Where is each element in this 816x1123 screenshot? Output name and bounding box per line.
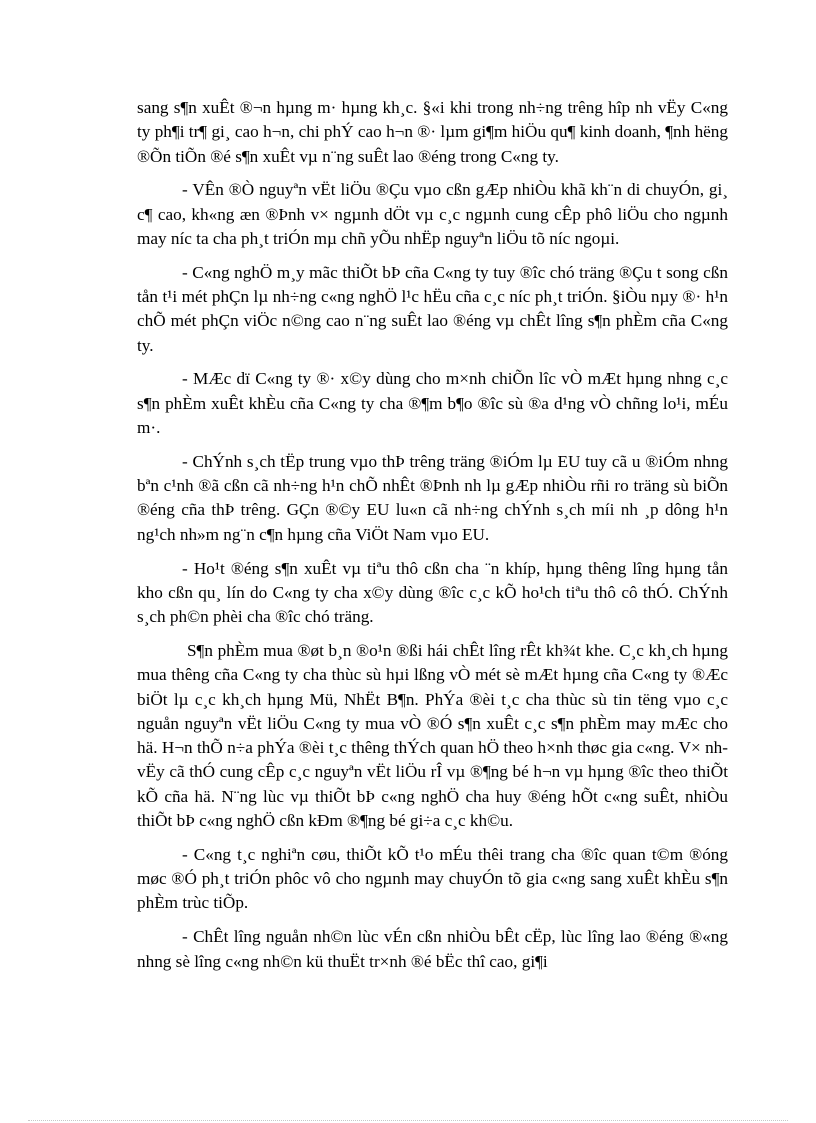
paragraph-raw-materials: - VÊn ®Ò nguyªn vËt liÖu ®Çu vµo cßn gÆp nhiÒu khã kh¨n di chuyÓn, gi¸ c¶ cao, kh«ng æn ®Þnh v× ngµnh dÖt vµ c¸c ngµnh cung cÊp phô liÖu cho ngµnh may níc ta cha ph¸t triÓn mµ chñ yÕu nhËp nguyªn liÖu tõ níc ngoµi.	[137, 180, 728, 248]
page-bottom-divider	[28, 1120, 788, 1121]
paragraph-fashion-design: - C«ng t¸c nghiªn cøu, thiÕt kÕ t¹o mÉu thêi trang cha ®îc quan t©m ®óng møc ®Ó ph¸t triÓn phôc vô cho ngµnh may chuyÓn tõ gia c«ng sang xuÊt khÈu s¶n phÈm trùc tiÕp.	[137, 844, 728, 913]
paragraph-human-resources: - ChÊt lîng nguån nh©n lùc vÉn cßn nhiÒu bÊt cËp, lùc lîng lao ®éng ®«ng nhng sè lîng c«ng nh©n kü thuËt tr×nh ®é bËc thî cao, gi¶i	[137, 927, 728, 971]
paragraph-product-strategy: - MÆc dï C«ng ty ®· x©y dùng cho m×nh chiÕn lîc vÒ mÆt hµng nhng c¸c s¶n phÈm xuÊt khÈu cña C«ng ty cha ®¶m b¶o ®îc sù ®a d¹ng vÒ chñng lo¹i, mÉu m·.	[137, 369, 728, 438]
paragraph-technology: - C«ng nghÖ m¸y mãc thiÕt bÞ cña C«ng ty tuy ®îc chó träng ®Çu t song cßn tån t¹i mét phÇn lµ nh÷ng c«ng nghÖ l¹c hËu cña c¸c níc ph¸t triÓn. §iÒu nµy ®· h¹n chÕ mét phÇn viÖc n©ng cao n¨ng suÊt lao ®éng vµ chÊt lîng s¶n phÈm cña C«ng ty.	[137, 262, 728, 355]
paragraph-continuation: sang s¶n xuÊt ®¬n hµng m· hµng kh¸c. §«i khi trong nh÷ng trêng hîp nh vËy C«ng ty ph¶i tr¶ gi¸ cao h¬n, chi phÝ cao h¬n ®· lµm gi¶m hiÖu qu¶ kinh doanh, ¶nh hëng ®Õn tiÕn ®é s¶n xuÊt vµ n¨ng suÊt lao ®éng trong C«ng ty.	[137, 98, 728, 166]
paragraph-eu-market: - ChÝnh s¸ch tËp trung vµo thÞ trêng träng ®iÓm lµ EU tuy cã u ®iÓm nhng bªn c¹nh ®ã cßn cã nh÷ng h¹n chÕ nhÊt ®Þnh nh lµ gÆp nhiÒu rñi ro träng sù biÕn ®éng cña thÞ trêng. GÇn ®©y EU lu«n cã nh÷ng chÝnh s¸ch míi nh ¸p dông h¹n ng¹ch nh»m ng¨n c¶n hµng cña ViÖt Nam vµo EU.	[137, 451, 728, 544]
document-body	[137, 96, 728, 983]
paragraph-product-quality: S¶n phÈm mua ®øt b¸n ®o¹n ®ßi hái chÊt lîng rÊt kh¾t khe. C¸c kh¸ch hµng mua thêng cña C«ng ty cha thùc sù hµi lßng vÒ mét sè mÆt hµng cña C«ng ty ®Æc biÖt lµ c¸c kh¸ch hµng Mü, NhËt B¶n. PhÝa ®èi t¸c cha thùc sù tin tëng vµo c¸c nguån nguyªn vËt liÖu C«ng ty mua vÒ ®Ó s¶n xuÊt c¸c s¶n phÈm may mÆc cho hä. H¬n thÕ n÷a phÝa ®èi t¸c thêng thÝch quan hÖ theo h×nh thøc gia c«ng. V× nh vËy cã thÓ cung cÊp c¸c nguyªn vËt liÖu rÎ vµ ®¶ng bé h¬n vµ hµng ®îc theo thiÕt kÕ cña hä. N¨ng lùc vµ thiÕt bÞ c«ng nghÖ cha huy ®éng hÕt c«ng suÊt, nhiÒu thiÕt bÞ c«ng nghÖ cßn kÐm ®¶ng bé gi÷a c¸c kh©u.	[137, 640, 728, 831]
paragraph-production-sales: - Ho¹t ®éng s¶n xuÊt vµ tiªu thô cßn cha ¨n khíp, hµng thêng lîng hµng tån kho cßn qu¸ lín do C«ng ty cha x©y dùng ®îc c¸c kÕ ho¹ch tiªu thô cô thÓ. ChÝnh s¸ch ph©n phèi cha ®îc chó träng.	[137, 558, 728, 627]
